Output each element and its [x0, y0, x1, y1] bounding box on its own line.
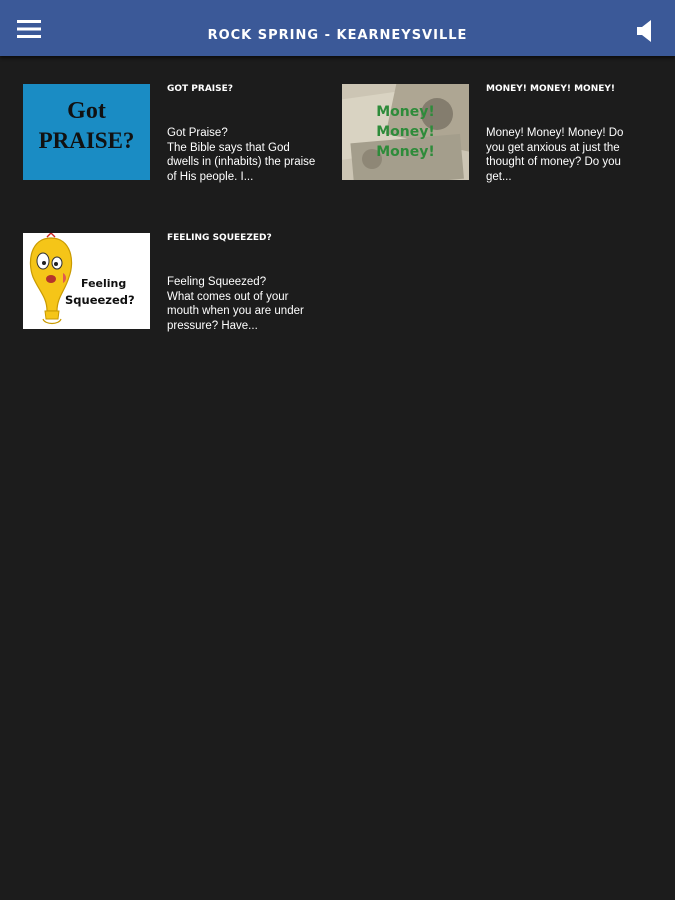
thumb-text: PRAISE? [38, 128, 135, 153]
card-title: GOT PRAISE? [167, 84, 234, 94]
thumb-text: Money! [376, 124, 435, 140]
card-description-text: Feeling Squeezed? What comes out of your mouth when you are under pressure? Have... [167, 276, 304, 332]
got-praise-thumbnail [23, 84, 150, 180]
speaker-icon [637, 20, 653, 42]
audio-button[interactable] [627, 13, 663, 49]
card-title: MONEY! MONEY! MONEY! [486, 84, 615, 94]
money-thumbnail [342, 84, 469, 180]
thumb-text: Squeezed? [65, 293, 135, 307]
feeling-squeezed-thumbnail [23, 233, 150, 329]
hamburger-menu-icon [17, 19, 41, 39]
thumb-text: Got [67, 98, 106, 124]
thumb-text: Money! [376, 144, 435, 160]
menu-button[interactable] [10, 13, 48, 45]
card-description [486, 126, 636, 184]
list-item-got-praise[interactable] [23, 84, 323, 194]
card-description [167, 275, 317, 333]
list-item-money[interactable] [342, 84, 642, 194]
card-description [167, 126, 317, 184]
page-title: ROCK SPRING - KEARNEYSVILLE [207, 28, 468, 43]
card-title: FEELING SQUEEZED? [167, 233, 272, 243]
list-item-feeling-squeezed[interactable] [23, 233, 323, 343]
thumb-text: Money! [376, 104, 435, 120]
card-description-text: Money! Money! Money! Do you get anxious at just the thought of money? Do you get... [486, 127, 624, 183]
card-description-text: Got Praise? The Bible says that God dwells in (inhabits) the praise of His people. I... [167, 127, 316, 183]
thumb-text: Feeling [81, 277, 127, 290]
app-header [0, 0, 675, 56]
